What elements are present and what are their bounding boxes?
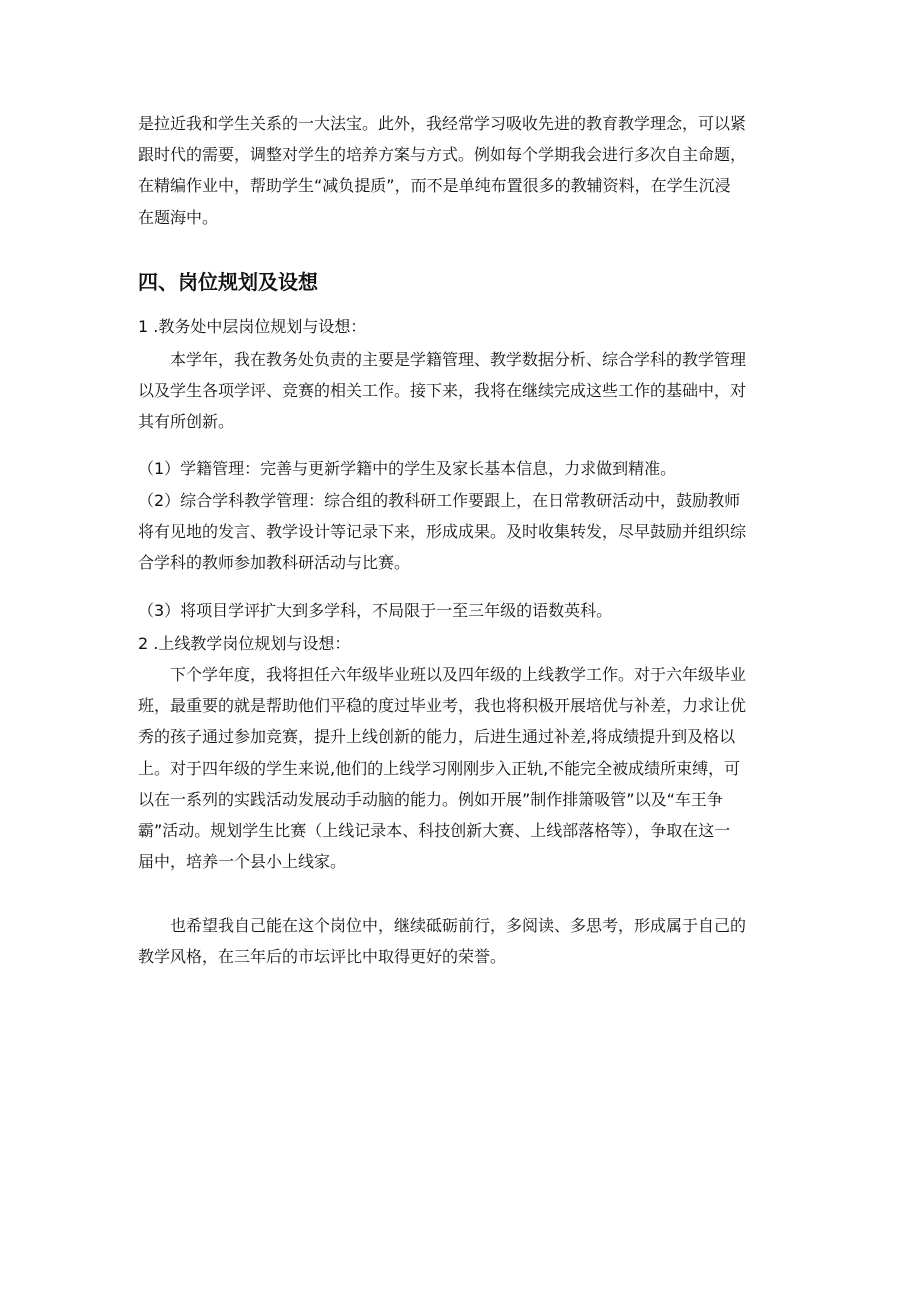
text-line: （3）将项目学评扩大到多学科，不局限于一至三年级的语数英科。 (138, 601, 613, 620)
text-line: 秀的孩子通过参加竞赛，提升上线创新的能力，后进生通过补差,将成绩提升到及格以 (138, 727, 736, 747)
text-line: 以在一系列的实践活动发展动手动脑的能力。例如开展”制作排箫吸管”以及“车王争 (138, 789, 723, 809)
subsection-1-paragraph (138, 344, 788, 438)
text-line: 班，最重要的就是帮助他们平稳的度过毕业考，我也将积极开展培优与补差，力求让优 (138, 696, 747, 716)
text-line: （2）综合学科教学管理：综合组的教科研工作要跟上，在日常教研活动中，鼓励教师 (138, 491, 741, 510)
subsection-1-title-wrapper (138, 311, 788, 342)
text-line: 其有所创新。 (138, 412, 235, 432)
text-line: 本学年，我在教务处负责的主要是学籍管理、教学数据分析、综合学科的教学管理 (170, 350, 747, 369)
closing-paragraph (138, 910, 788, 972)
text-line: 霸”活动。规划学生比赛（上线记录本、科技创新大赛、上线部落格等），争取在这一 (138, 820, 731, 840)
text-line: 是拉近我和学生关系的一大法宝。此外，我经常学习吸收先进的教育教学理念，可以紧 (138, 114, 747, 133)
text-line: 在精编作业中，帮助学生“减负提质”，而不是单纯布置很多的教辅资料，在学生沉浸 (138, 176, 731, 196)
text-line: 下个学年度，我将担任六年级毕业班以及四年级的上线教学工作。对于六年级毕业 (170, 665, 747, 684)
section-heading-wrapper (138, 268, 788, 296)
subsection-1-title: 1 .教务处中层岗位规划与设想： (138, 317, 367, 336)
subsection-2-paragraph (138, 659, 788, 877)
list-item-1 (138, 453, 788, 484)
text-line: 也希望我自己能在这个岗位中，继续砥砺前行，多阅读、多思考，形成属于自己的 (170, 916, 747, 935)
text-line: 跟时代的需要，调整对学生的培养方案与方式。例如每个学期我会进行多次自主命题， (138, 145, 747, 165)
text-line: 教学风格，在三年后的市坛评比中取得更好的荣誉。 (138, 947, 507, 967)
section-heading: 四、岗位规划及设想 (138, 270, 318, 294)
text-line: 上。对于四年级的学生来说,他们的上线学习刚刚步入正轨,不能完全被成绩所束缚，可 (138, 758, 741, 778)
intro-paragraph (138, 108, 788, 233)
list-item-3 (138, 595, 788, 626)
subsection-2-title: 2 .上线教学岗位规划与设想： (138, 634, 351, 653)
list-item-2 (138, 485, 788, 579)
text-line: 届中，培养一个县小上线家。 (138, 852, 347, 872)
text-line: 以及学生各项学评、竞赛的相关工作。接下来，我将在继续完成这些工作的基础中，对 (138, 381, 747, 401)
text-line: 在题海中。 (138, 207, 219, 227)
text-line: （1）学籍管理：完善与更新学籍中的学生及家长基本信息，力求做到精准。 (138, 459, 677, 478)
text-line: 将有见地的发言、教学设计等记录下来，形成成果。及时收集转发，尽早鼓励并组织综 (138, 522, 747, 542)
subsection-2-title-wrapper (138, 628, 788, 659)
text-line: 合学科的教师参加教科研活动与比赛。 (138, 553, 411, 573)
